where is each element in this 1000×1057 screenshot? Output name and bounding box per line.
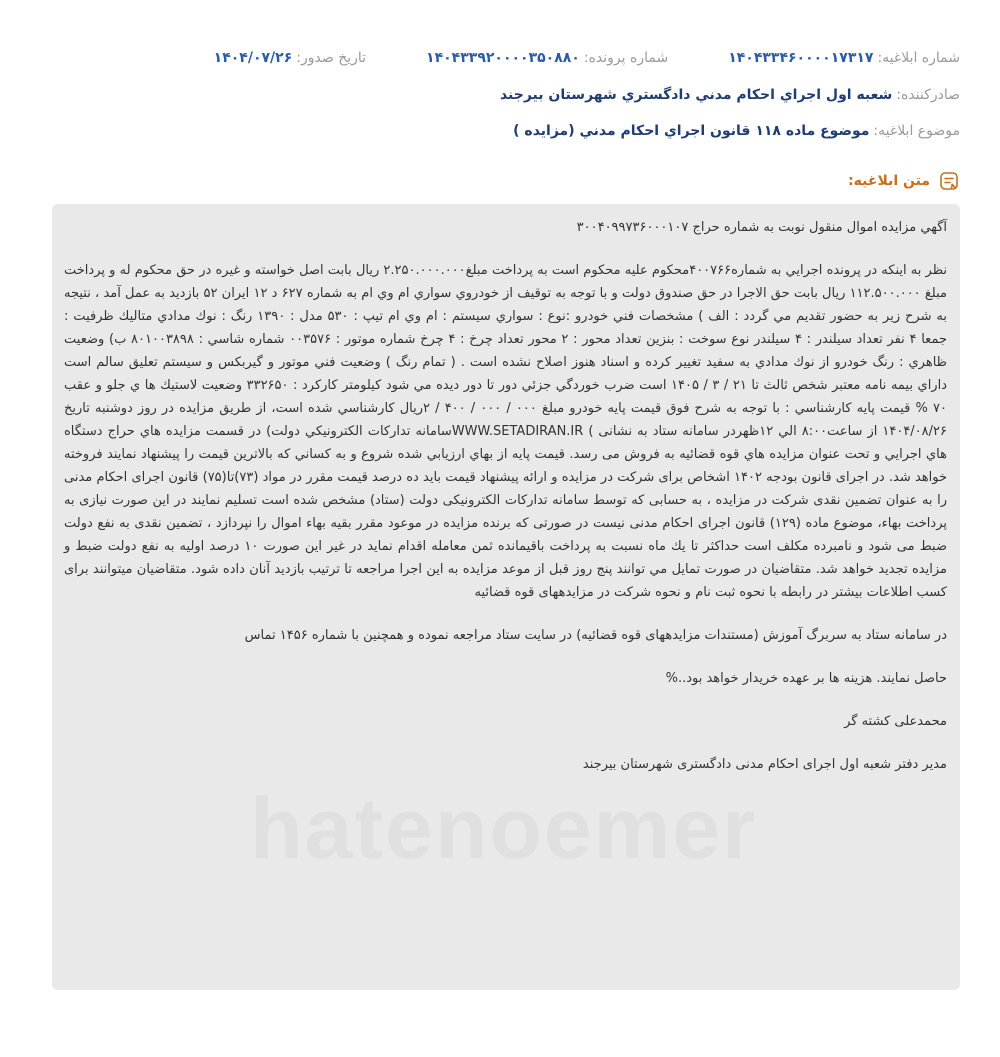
- issue-date: [214, 47, 366, 69]
- signer-title: مدیر دفتر شعبه اول اجرای احکام مدنی دادگستری شهرستان بیرجند: [582, 757, 947, 772]
- subject-label: موضوع ابلاغیه:: [873, 123, 960, 139]
- notice-number: [728, 47, 960, 69]
- note-icon: [938, 170, 960, 192]
- case-number-label: شماره پرونده:: [583, 50, 669, 66]
- notice-text-title: متن ابلاغیه:: [848, 173, 930, 189]
- issue-date-value: ۱۴۰۴/۰۷/۲۶: [213, 50, 293, 66]
- signer-name: محمدعلی کشته گر: [844, 714, 947, 729]
- watermark-logo: hatenoemer: [250, 781, 758, 877]
- notice-number-label: شماره ابلاغیه:: [877, 50, 960, 66]
- notice-number-value: ۱۴۰۴۳۳۴۶۰۰۰۰۱۷۳۱۷: [728, 50, 874, 66]
- subject-value: موضوع ماده ۱۱۸ قانون اجراي احكام مدني (مزايده ): [513, 123, 870, 139]
- case-number: [426, 47, 668, 69]
- case-number-value: ۱۴۰۴۳۳۹۲۰۰۰۰۳۵۰۸۸۰: [426, 50, 580, 66]
- notice-line-contact: در سامانه ستاد به سربرگ آموزش (مستندات مزایدههای قوه قضائیه) در سایت ستاد مراجعه نموده و همچنین با شماره ۱۴۵۶ تماس: [244, 628, 947, 643]
- issue-date-label: تاریخ صدور:: [296, 50, 367, 66]
- notice-body-paragraph: نظر به اينكه در پرونده اجرايي به شماره۴۰۰۷۶۶محكوم عليه محكوم است به پرداخت مبلغ۲.۲۵۰.۰۰۰.۰۰۰ ريال بابت اصل خواسته و غيره در حق محكوم له و پرداخت مبلغ ۱۱۲.۵۰۰.۰۰۰ ريال بابت حق الاجرا در حق صندوق دولت و با توجه به توقيف از خودروي سواري ام وي ام به شماره ۶۲۷ د ۱۲ ايران ۵۲ بازديد به عمل آمد ، نتيجه به شرح زير به حضور تقديم مي گردد : الف ) مشخصات فني خودرو :نوع : سواري سيستم : ام وي ام تيپ : ۵۳۰ مدل : ۱۳۹۰ رنگ : نوك مدادي متاليك ظرفيت : جمعا ۴ نفر تعداد سيلندر : ۴ سيلندر نوع سوخت : بنزين تعداد محور : ۲ محور تعداد چرخ : ۴ چرخ شماره موتور : ۰۰۳۵۷۶ شماره شاسي : ۸۰۱۰۰۳۸۹۸ ب) وضعيت ظاهري : رنگ خودرو از نوك مدادي به سفيد تغيير كرده و اسناد هنوز اصلاح نشده است . ( تمام رنگ ) وضعيت فني موتور و گيربكس و سيستم تعليق سالم است داراي بيمه نامه معتبر شخص ثالث تا ۲۱ / ۳ / ۱۴۰۵ است ضرب خوردگي جزئي دور تا دور ديده مي شود كيلومتر كاركرد : ۳۳۲۶۵۰ وضعيت لاستيك ها ي جلو و عقب ۷۰ % قيمت پايه كارشناسي : با توجه به شرح فوق قيمت پايه خودرو مبلغ ۰۰۰ / ۰۰۰ / ۴۰۰ / ۲ريال كارشناسي شده است، از طريق مزايده در روز دوشنبه تاريخ ۱۴۰۴/۰۸/۲۶ از ساعت۸:۰۰ الي ۱۲ظهردر سامانه ستاد به نشانی ) WWW.SETADIRAN.IRسامانه تداركات الكترونيكي دولت) در قسمت مزايده هاي حراج دستگاه هاي اجرايي و تحت عنوان مزايده هاي قوه قضائيه به فروش می رسد. قيمت پايه از بهاي ارزيابي شده شروع و به كساني كه بالاترين قيمت را پيشنهاد نمايند فروخته خواهد شد. در اجرای قانون بودجه ۱۴۰۲ اشخاص برای شرکت در مزایده و ارائه پیشنهاد قیمت باید ده درصد قیمت مقرر در مواد (۷۳)تا(۷۵) قانون اجرای احکام مدنی را به عنوان تضمین نقدی شرکت در مزایده ، به حسابی که توسط سامانه تدارکات الکترونیکی دولت (ستاد) مشخص شده است تسلیم نمایند در این صورت نیازی به پرداخت بهاء، موضوع ماده (۱۲۹) قانون اجرای احکام مدنی نیست در صورتی که برنده مزایده در موعود مقرر بقیه بهاء اموال را نپردازد ، تضمین نقدی به نفع دولت ضبط می شود و نامبرده مکلف است حداکثر تا یك ماه نسبت به پرداخت باقیمانده ثمن معامله اقدام نماید در غیر این صورت ۱۰ درصد اولیه به نفع دولت ضبط و مزایده تجدید خواهد شد. متقاضيان در صورت تمايل مي توانند پنج روز قبل از موعد مزايده به اين اجرا مراجعه تا ترتيب بازديد آنان داده شود. متقاضیان میتوانند برای کسب اطلاعات بیشتر در رابطه با نحوه ثبت نام و نحوه شرکت در مزایدههای قوه قضائیه: [64, 263, 948, 600]
- issuer-label: صادرکننده:: [896, 87, 960, 103]
- issuer-value: شعبه اول اجراي احكام مدني دادگستري شهرستان بيرجند: [499, 87, 893, 103]
- notice-text-header: [848, 170, 960, 192]
- auction-title: آگهي مزايده اموال منقول نوبت به شماره حراج ۳۰۰۴۰۹۹۷۳۶۰۰۰۱۰۷: [576, 220, 947, 235]
- issuer-line: [40, 84, 960, 106]
- notice-line-costs: حاصل نمایند. هزینه ها بر عهده خریدار خواهد بود..%: [665, 671, 947, 686]
- notice-body-box: [52, 204, 960, 990]
- subject-line: [40, 120, 960, 142]
- notice-meta-row: [40, 47, 960, 69]
